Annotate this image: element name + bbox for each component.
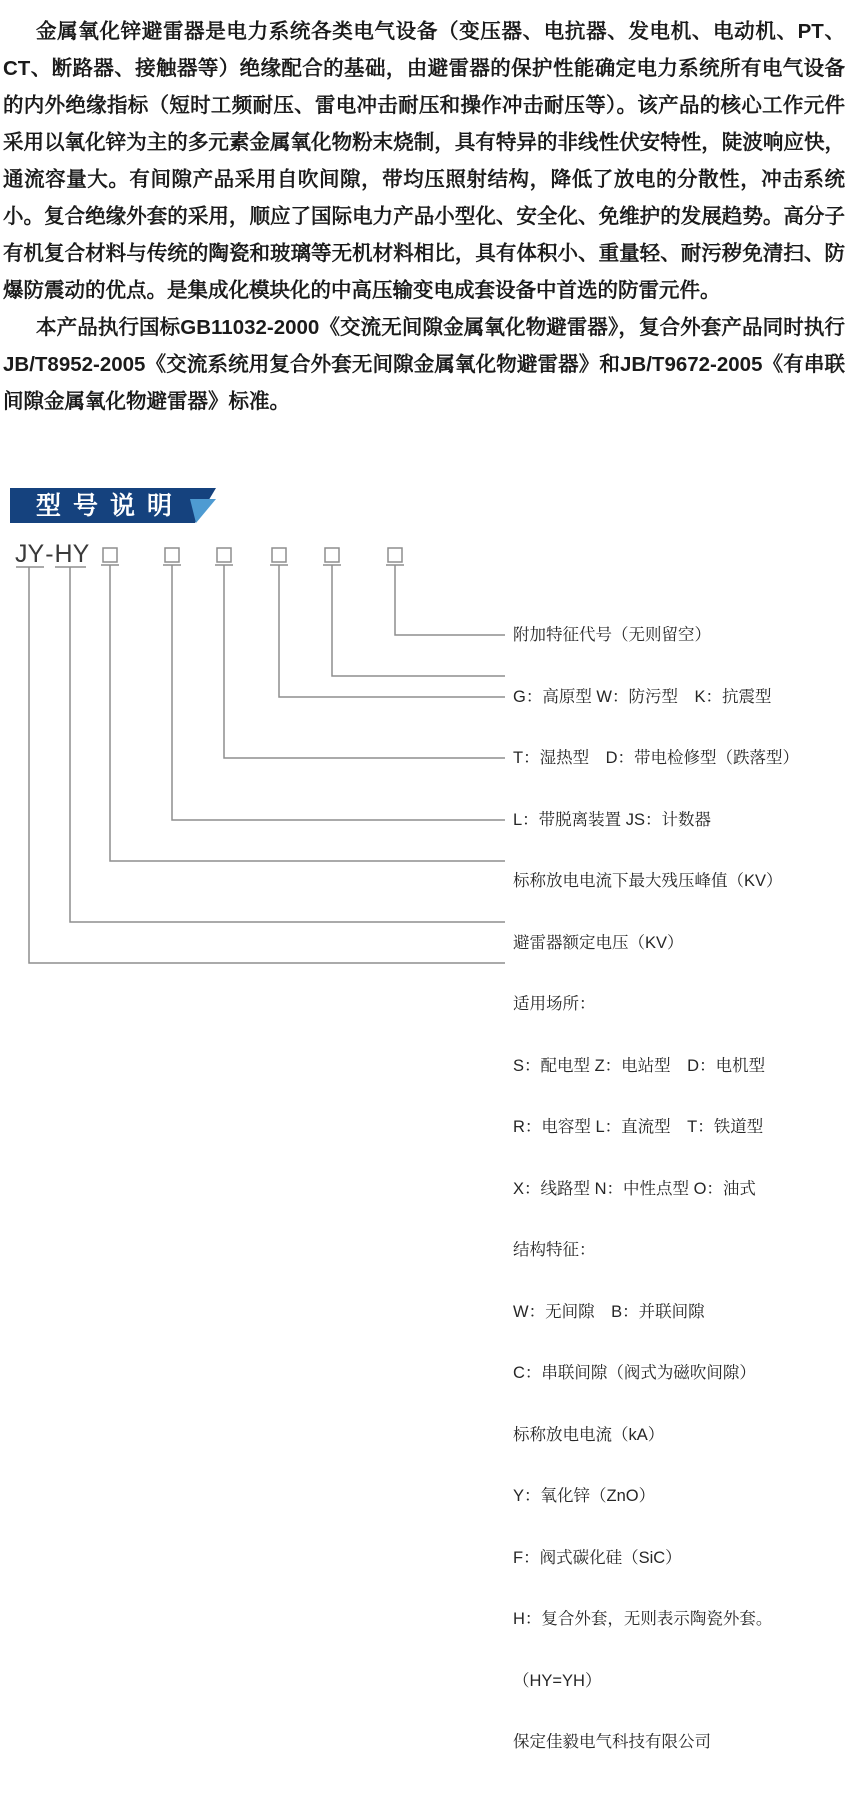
legend-line: H：复合外套，无则表示陶瓷外套。 bbox=[513, 1610, 773, 1628]
connector-box5 bbox=[332, 565, 505, 676]
legend-line: 保定佳毅电气科技有限公司 bbox=[513, 1733, 711, 1751]
connector-box1 bbox=[110, 565, 505, 861]
legend-line: L：带脱离装置 JS：计数器 bbox=[513, 810, 712, 829]
legend-line: G：高原型 W：防污型 K：抗震型 bbox=[513, 687, 772, 706]
section-banner bbox=[0, 487, 230, 527]
model-code-box bbox=[272, 548, 286, 562]
legend-line: T：湿热型 D：带电检修型（跌落型） bbox=[513, 749, 799, 767]
intro-paragraph-1: 金属氧化锌避雷器是电力系统各类电气设备（变压器、电抗器、发电机、电动机、PT、CT、断路器、接触器等）绝缘配合的基础，由避雷器的保护性能确定电力系统所有电气设备的内外绝缘指标（短时工频耐压、雷电冲击耐压和操作冲击耐压等）。该产品的核心工作元件采用以氧化锌为主的多元素金属氧化物粉末烧制，具有特异的非线性伏安特性，陡波响应快，通流容量大。有间隙产品采用自吹间隙，带均压照射结构，降低了放电的分散性，冲击系统小。复合绝缘外套的采用，顺应了国际电力产品小型化、安全化、免维护的发展趋势。高分子有机复合材料与传统的陶瓷和玻璃等无机材料相比，具有体积小、重量轻、耐污秽免清扫、防爆防震动的优点。是集成化模块化的中高压输变电成套设备中首选的防雷元件。 bbox=[3, 20, 845, 302]
model-prefix: JY bbox=[15, 540, 45, 568]
legend-line: 结构特征： bbox=[513, 1241, 596, 1259]
model-code-box bbox=[165, 548, 179, 562]
connector-box3 bbox=[224, 565, 505, 758]
model-code-box bbox=[103, 548, 117, 562]
legend-line: （HY=YH） bbox=[513, 1671, 602, 1690]
model-series: HY bbox=[54, 540, 90, 568]
intro-paragraph-2: 本产品执行国标GB11032-2000《交流无间隙金属氧化物避雷器》，复合外套产品同时执行JB/T8952-2005《交流系统用复合外套无间隙金属氧化物避雷器》和JB/T9672-2005《有串联间隙金属氧化物避雷器》标准。 bbox=[3, 316, 845, 413]
legend-line: X：线路型 N：中性点型 O：油式 bbox=[513, 1179, 756, 1198]
connector-hy bbox=[70, 567, 505, 922]
connector-jy bbox=[29, 567, 505, 963]
legend-line: 标称放电电流（kA） bbox=[513, 1425, 665, 1444]
legend-line: R：电容型 L：直流型 T：铁道型 bbox=[513, 1118, 764, 1136]
legend-line: W：无间隙 B：并联间隙 bbox=[513, 1302, 705, 1321]
legend-line: 适用场所： bbox=[513, 995, 596, 1013]
section-title: 型号说明 bbox=[36, 492, 185, 520]
connector-box2 bbox=[172, 565, 505, 820]
connector-box6 bbox=[395, 565, 505, 635]
connector-box4 bbox=[279, 565, 505, 697]
legend-line: F：阀式碳化硅（SiC） bbox=[513, 1548, 682, 1567]
legend-line: C：串联间隙（阀式为磁吹间隙） bbox=[513, 1364, 756, 1382]
model-dash: - bbox=[45, 540, 54, 568]
legend-line: 标称放电电流下最大残压峰值（KV） bbox=[513, 872, 783, 890]
model-code-box bbox=[388, 548, 402, 562]
model-code-box bbox=[217, 548, 231, 562]
legend-line: Y：氧化锌（ZnO） bbox=[513, 1487, 656, 1505]
intro-text-block bbox=[3, 13, 845, 420]
legend-line: S：配电型 Z：电站型 D：电机型 bbox=[513, 1056, 766, 1075]
model-code-box bbox=[325, 548, 339, 562]
model-legend bbox=[513, 584, 850, 1794]
model-code bbox=[15, 540, 89, 569]
legend-line: 避雷器额定电压（KV） bbox=[513, 933, 684, 952]
legend-line: 附加特征代号（无则留空） bbox=[513, 626, 711, 644]
